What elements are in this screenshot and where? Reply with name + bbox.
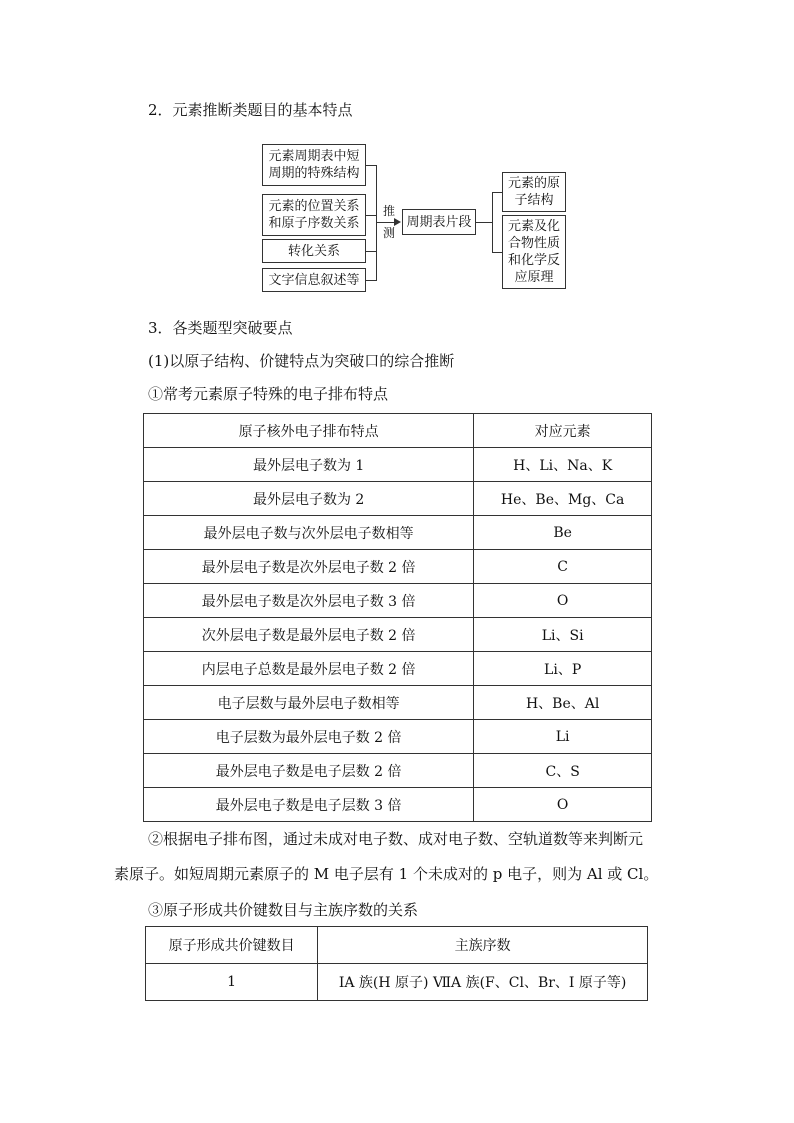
table-cell: Be — [474, 516, 652, 550]
table-cell: 电子层数与最外层电子数相等 — [144, 686, 474, 720]
table-row — [144, 516, 652, 550]
connector-line — [476, 222, 492, 223]
diagram-box-periodic-fragment: 周期表片段 — [402, 209, 476, 235]
table-cell: 内层电子总数是最外层电子数 2 倍 — [144, 652, 474, 686]
arrow-head-icon — [394, 218, 401, 226]
table-row — [144, 754, 652, 788]
table-cell: Li、P — [474, 652, 652, 686]
diagram-box-conversion: 转化关系 — [262, 239, 366, 263]
table-header-cell: 主族序数 — [318, 927, 648, 964]
table-header-row — [144, 414, 652, 448]
table-cell: O — [474, 584, 652, 618]
table-row — [144, 686, 652, 720]
diagram-box-atomic-structure: 元素的原子结构 — [502, 172, 566, 212]
table-row — [146, 964, 648, 1001]
diagram-box-text-info: 文字信息叙述等 — [262, 268, 366, 292]
table-row — [144, 448, 652, 482]
table-cell: Li — [474, 720, 652, 754]
covalent-bond-table — [145, 926, 648, 1001]
table-cell: 最外层电子数与次外层电子数相等 — [144, 516, 474, 550]
diagram-box-position-relation: 元素的位置关系和原子序数关系 — [262, 194, 366, 236]
table-row — [144, 652, 652, 686]
infer-label-2: 测 — [382, 226, 395, 240]
table-row — [144, 720, 652, 754]
table-cell: 次外层电子数是最外层电子数 2 倍 — [144, 618, 474, 652]
table-header-row — [146, 927, 648, 964]
section3-item3: ③原子形成共价键数目与主族序数的关系 — [148, 901, 419, 919]
table-row — [144, 618, 652, 652]
table-cell: Li、Si — [474, 618, 652, 652]
table-cell: 电子层数为最外层电子数 2 倍 — [144, 720, 474, 754]
connector-line — [366, 280, 376, 281]
table-cell: 最外层电子数是电子层数 2 倍 — [144, 754, 474, 788]
table-row — [144, 788, 652, 822]
section3-sub1: (1)以原子结构、价键特点为突破口的综合推断 — [148, 352, 455, 370]
diagram-box-properties: 元素及化合物性质和化学反应原理 — [502, 215, 566, 289]
table-header-cell: 对应元素 — [474, 414, 652, 448]
table-header-cell: 原子核外电子排布特点 — [144, 414, 474, 448]
table-cell: 最外层电子数是次外层电子数 2 倍 — [144, 550, 474, 584]
item2-line1: ②根据电子排布图，通过未成对电子数、成对电子数、空轨道数等来判断元 — [148, 830, 644, 848]
table-cell: He、Be、Mg、Ca — [474, 482, 652, 516]
table-cell: C、S — [474, 754, 652, 788]
diagram-box-short-period-structure: 元素周期表中短周期的特殊结构 — [262, 144, 366, 186]
table-cell: 最外层电子数是电子层数 3 倍 — [144, 788, 474, 822]
table-row — [144, 482, 652, 516]
bracket-line — [376, 165, 377, 281]
table-cell: H、Li、Na、K — [474, 448, 652, 482]
infer-label-1: 推 — [382, 204, 395, 218]
table-cell: ⅠA 族(H 原子) ⅦA 族(F、Cl、Br、I 原子等) — [318, 964, 648, 1001]
arrow-line — [377, 222, 395, 223]
electron-configuration-table — [143, 413, 652, 822]
section3-heading: 3．各类题型突破要点 — [148, 319, 293, 337]
connector-line — [366, 215, 376, 216]
table-cell: 1 — [146, 964, 318, 1001]
bracket-line — [492, 192, 493, 252]
table-header-cell: 原子形成共价键数目 — [146, 927, 318, 964]
table-cell: H、Be、Al — [474, 686, 652, 720]
section2-heading: 2．元素推断类题目的基本特点 — [148, 101, 353, 119]
connector-line — [492, 192, 502, 193]
table-cell: 最外层电子数为 1 — [144, 448, 474, 482]
table-cell: O — [474, 788, 652, 822]
connector-line — [366, 165, 376, 166]
table-cell: C — [474, 550, 652, 584]
item2-line2: 素原子。如短周期元素原子的 M 电子层有 1 个未成对的 p 电子，则为 Al 或 Cl。 — [114, 865, 659, 883]
connector-line — [366, 251, 376, 252]
connector-line — [492, 252, 502, 253]
table-row — [144, 584, 652, 618]
section3-item1: ①常考元素原子特殊的电子排布特点 — [148, 385, 389, 403]
table-row — [144, 550, 652, 584]
table-cell: 最外层电子数为 2 — [144, 482, 474, 516]
table-cell: 最外层电子数是次外层电子数 3 倍 — [144, 584, 474, 618]
